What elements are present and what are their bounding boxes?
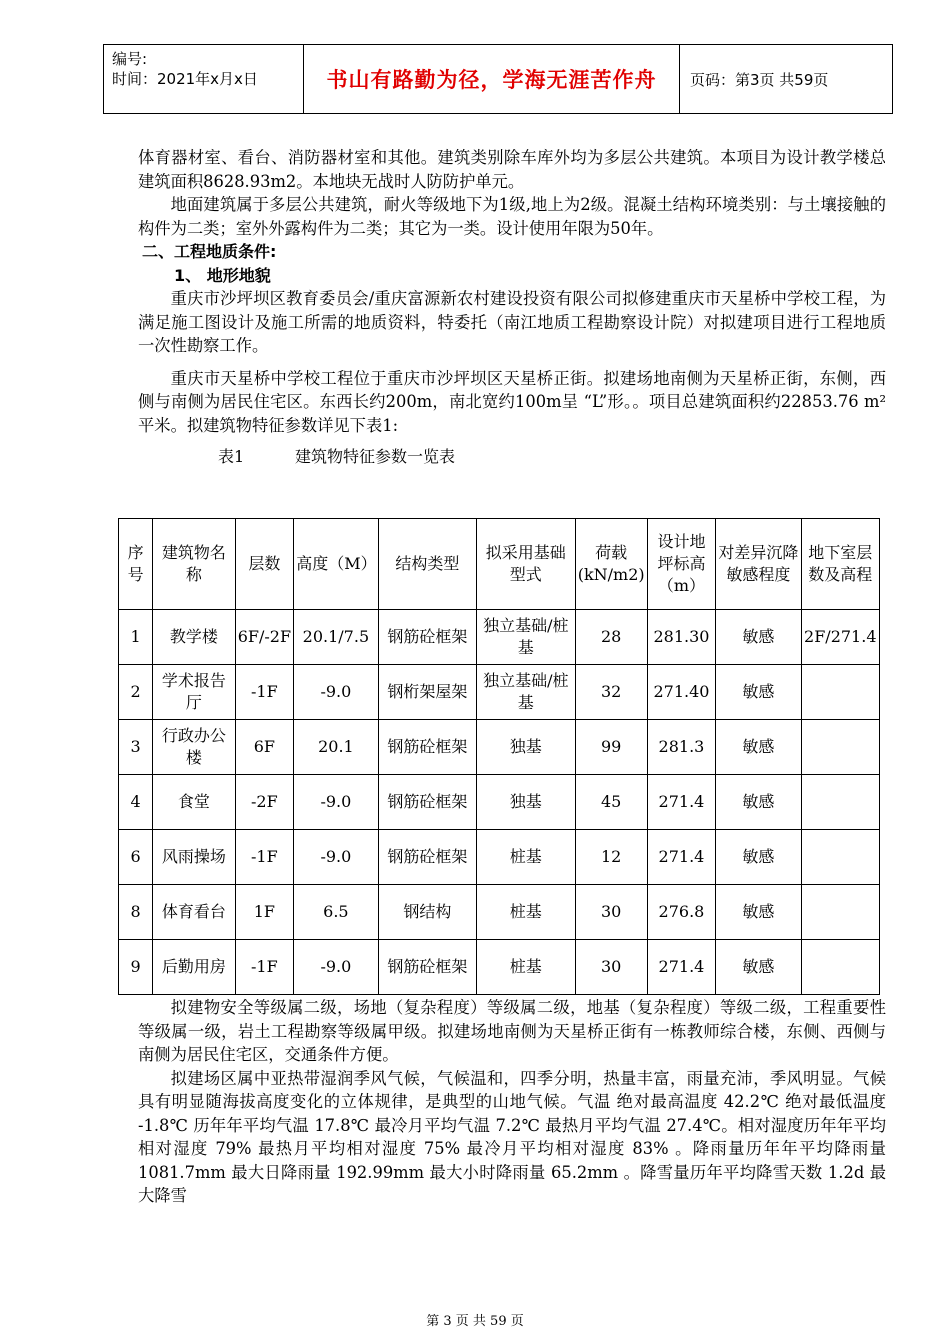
table-cell: 271.40 — [647, 665, 715, 720]
table-cell: -1F — [235, 830, 294, 885]
table-cell: 2F/271.4 — [801, 610, 879, 665]
table-cell: 30 — [575, 885, 647, 940]
paragraph: 地面建筑属于多层公共建筑，耐火等级地下为1级,地上为2级。混凝土结构环境类别：与土壤接触的构件为二类；室外外露构件为二类；其它为一类。设计使用年限为50年。 — [138, 195, 886, 238]
table-cell: 桩基 — [477, 940, 575, 995]
header-cell: 序号 — [119, 519, 153, 610]
table-cell: 20.1 — [294, 720, 378, 775]
table-cell: 敏感 — [716, 610, 801, 665]
table-cell: 1F — [235, 885, 294, 940]
header-cell: 层数 — [235, 519, 294, 610]
table-cell: 敏感 — [716, 775, 801, 830]
table-cell — [801, 775, 879, 830]
table-cell: 独立基础/桩基 — [477, 610, 575, 665]
table-cell: -9.0 — [294, 830, 378, 885]
table-cell: 99 — [575, 720, 647, 775]
header-page-label: 页码：第3页 共59页 — [690, 70, 829, 89]
table-cell: 独基 — [477, 775, 575, 830]
table-cell: 2 — [119, 665, 153, 720]
table-cell: 学术报告厅 — [153, 665, 235, 720]
header-cell: 地下室层数及高程 — [801, 519, 879, 610]
table-cell — [801, 665, 879, 720]
document-body — [138, 146, 886, 469]
paragraph: 重庆市沙坪坝区教育委员会/重庆富源新农村建设投资有限公司拟修建重庆市天星桥中学校工程，为满足施工图设计及施工所需的地质资料，特委托（南江地质工程勘察设计院）对拟建项目进行工程地质一次性勘察工作。 — [138, 289, 886, 355]
table-cell: 独基 — [477, 720, 575, 775]
table-cell: 钢结构 — [378, 885, 476, 940]
table-cell: 食堂 — [153, 775, 235, 830]
table-cell: 教学楼 — [153, 610, 235, 665]
table-cell: -1F — [235, 940, 294, 995]
table-row — [119, 885, 880, 940]
table-cell: 敏感 — [716, 720, 801, 775]
document-body-continued — [138, 996, 886, 1208]
table-cell: -9.0 — [294, 665, 378, 720]
table-caption: 表1 建筑物特征参数一览表 — [218, 447, 456, 466]
time-label: 时间：2021年x月x日 — [112, 70, 258, 88]
table-cell: 钢筋砼框架 — [378, 940, 476, 995]
table-cell: 4 — [119, 775, 153, 830]
table-cell: 敏感 — [716, 885, 801, 940]
table-cell: 敏感 — [716, 940, 801, 995]
table-cell: 12 — [575, 830, 647, 885]
header-cell: 结构类型 — [378, 519, 476, 610]
table-cell: 敏感 — [716, 665, 801, 720]
table-cell: 28 — [575, 610, 647, 665]
table-cell: 45 — [575, 775, 647, 830]
table-cell — [801, 830, 879, 885]
table-cell: 6 — [119, 830, 153, 885]
header-cell: 拟采用基础型式 — [477, 519, 575, 610]
section-heading: 二、工程地质条件: — [142, 242, 277, 261]
table-cell: 钢筋砼框架 — [378, 610, 476, 665]
table-cell: 20.1/7.5 — [294, 610, 378, 665]
table-cell: 风雨操场 — [153, 830, 235, 885]
table-cell — [801, 940, 879, 995]
table-cell: 6.5 — [294, 885, 378, 940]
table-cell: 独立基础/桩基 — [477, 665, 575, 720]
table-cell: -9.0 — [294, 940, 378, 995]
table-cell: 276.8 — [647, 885, 715, 940]
header-cell: 对差异沉降敏感程度 — [716, 519, 801, 610]
table-row — [119, 720, 880, 775]
page-header — [103, 44, 893, 114]
number-label: 编号: — [112, 50, 148, 68]
building-parameters-table — [118, 518, 880, 995]
paragraph: 重庆市天星桥中学校工程位于重庆市沙坪坝区天星桥正街。拟建场地南侧为天星桥正街，东侧，西侧与南侧为居民住宅区。东西长约200m，南北宽约100m呈 “L”形。。项目总建筑面积约22853.76 m²平米。拟建筑物特征参数详见下表1: — [138, 368, 886, 435]
header-cell: 设计地坪标高（m） — [647, 519, 715, 610]
table-row — [119, 830, 880, 885]
header-meta — [104, 45, 304, 113]
table-row — [119, 610, 880, 665]
table-cell: 后勤用房 — [153, 940, 235, 995]
table-cell: 271.4 — [647, 775, 715, 830]
table-row — [119, 775, 880, 830]
table-cell: 8 — [119, 885, 153, 940]
table-cell — [801, 720, 879, 775]
table-cell: 桩基 — [477, 885, 575, 940]
table-cell: 钢筋砼框架 — [378, 830, 476, 885]
table-cell: 6F — [235, 720, 294, 775]
page-footer: 第 3 页 共 59 页 — [426, 1314, 524, 1329]
header-motto: 书山有路勤为径，学海无涯苦作舟 — [304, 45, 680, 113]
table-cell: 桩基 — [477, 830, 575, 885]
table-cell: 行政办公楼 — [153, 720, 235, 775]
table-cell: 6F/-2F — [235, 610, 294, 665]
paragraph: 拟建场区属中亚热带湿润季风气候，气候温和，四季分明，热量丰富，雨量充沛，季风明显。气候具有明显随海拔高度变化的立体规律，是典型的山地气候。气温 绝对最高温度 42.2℃ 绝对最低温度 -1.8℃ 历年年平均气温 17.8℃ 最冷月平均气温 7.2℃ 最热月平均气温 27.4℃。相对湿度历年年平均相对湿度 79% 最热月平均相对湿度 75% 最冷月平均相对湿度 83% 。降雨量历年年平均降雨量 1081.7mm 最大日降雨量 192.99mm 最大小时降雨量 65.2mm 。降雪量历年平均降雪天数 1.2d 最大降雪 — [138, 1068, 886, 1205]
table-cell: 1 — [119, 610, 153, 665]
table-cell: 钢筋砼框架 — [378, 720, 476, 775]
table-header-row — [119, 519, 880, 610]
table-cell: -9.0 — [294, 775, 378, 830]
table-cell: 30 — [575, 940, 647, 995]
table-cell: 敏感 — [716, 830, 801, 885]
table-cell — [801, 885, 879, 940]
table-cell: 3 — [119, 720, 153, 775]
paragraph: 体育器材室、看台、消防器材室和其他。建筑类别除车库外均为多层公共建筑。本项目为设计教学楼总建筑面积8628.93m2。本地块无战时人防防护单元。 — [138, 148, 886, 191]
table-cell: 281.30 — [647, 610, 715, 665]
table-cell: -1F — [235, 665, 294, 720]
header-cell: 高度（M） — [294, 519, 378, 610]
header-cell: 建筑物名称 — [153, 519, 235, 610]
paragraph: 拟建物安全等级属二级，场地（复杂程度）等级属二级，地基（复杂程度）等级二级，工程重要性等级属一级，岩土工程勘察等级属甲级。拟建场地南侧为天星桥正街有一栋教师综合楼，东侧、西侧与南侧为居民住宅区，交通条件方便。 — [138, 998, 886, 1064]
table-cell: 钢桁架屋架 — [378, 665, 476, 720]
table-cell: 钢筋砼框架 — [378, 775, 476, 830]
table-cell: 32 — [575, 665, 647, 720]
table-row — [119, 940, 880, 995]
table-cell: -2F — [235, 775, 294, 830]
table-row — [119, 665, 880, 720]
header-cell: 荷载(kN/m2) — [575, 519, 647, 610]
table-cell: 271.4 — [647, 830, 715, 885]
table-cell: 9 — [119, 940, 153, 995]
subsection-heading: 1、 地形地貌 — [174, 265, 271, 285]
table-cell: 体育看台 — [153, 885, 235, 940]
table-cell: 281.3 — [647, 720, 715, 775]
table-cell: 271.4 — [647, 940, 715, 995]
